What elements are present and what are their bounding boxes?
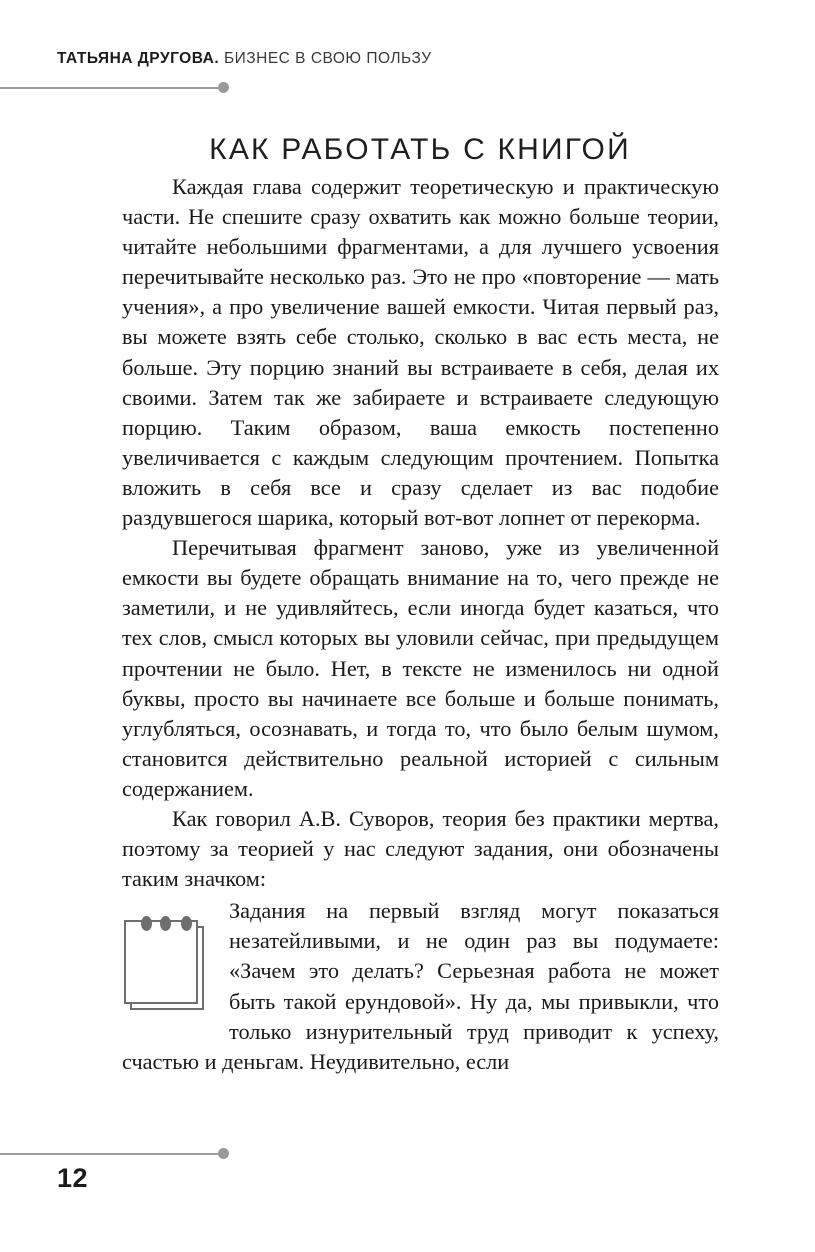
page-number: 12: [57, 1163, 89, 1193]
header-rule: [0, 87, 223, 89]
notepad-ring-icon: [141, 916, 152, 931]
task-callout: [122, 896, 719, 1077]
paragraph: Каждая глава содержит теоретическую и практическую части. Не спешите сразу охватить как можно больше теории, читайте небольшими фрагментами, а для лучшего усвоения перечитывайте несколько раз. Это не про «повторение — мать учения», а про увеличение вашей емкости. Читая первый раз, вы можете взять себе столько, сколько в вас есть места, не больше. Эту порцию знаний вы встраиваете в себя, делая их своими. Затем так же забираете и встраиваете следующую порцию. Таким образом, ваша емкость постепенно увеличивается с каждым следующим прочтением. Попытка вложить в себя все и сразу сделает из вас подобие раздувшегося шарика, который вот-вот лопнет от перекорма.: [122, 174, 719, 531]
running-head-author: ТАТЬЯНА ДРУГОВА.: [57, 50, 220, 67]
running-head: [57, 50, 432, 68]
footer-rule-dot: [218, 1148, 229, 1159]
notepad-front-page: [124, 920, 198, 1004]
callout-paragraph: Задания на первый взгляд могут показаться незатейливыми, и не один раз вы подумаете: «Зачем это делать? Серьезная работа не может быть такой ерундовой». Ну да, мы привыкли, что только изнурительный труд приводит к успеху, счастью и деньгам. Неудивительно, если: [122, 898, 719, 1074]
notepad-ring-icon: [181, 916, 192, 931]
header-rule-dot: [218, 82, 229, 93]
paragraph: Перечитывая фрагмент заново, уже из увеличенной емкости вы будете обращать внимание на то, чего прежде не заметили, и не удивляйтесь, если иногда будет казаться, что тех слов, смысл которых вы уловили сейчас, при предыдущем прочтении не было. Нет, в тексте не изменилось ни одной буквы, просто вы начинаете все больше и больше понимать, углубляться, осознавать, и тогда то, что было белым шумом, становится действительно реальной историей с сильным содержанием.: [122, 535, 719, 801]
notepad-icon: [123, 918, 215, 1022]
body-text-column: [122, 172, 719, 1077]
chapter-title: КАК РАБОТАТЬ С КНИГОЙ: [209, 133, 631, 167]
notepad-ring-icon: [160, 916, 171, 931]
footer-rule: [0, 1153, 223, 1155]
running-head-book-title: БИЗНЕС В СВОЮ ПОЛЬЗУ: [223, 50, 432, 67]
paragraph: Как говорил А.В. Суворов, теория без практики мертва, поэтому за теорией у нас следуют задания, они обозначены таким значком:: [122, 805, 719, 892]
